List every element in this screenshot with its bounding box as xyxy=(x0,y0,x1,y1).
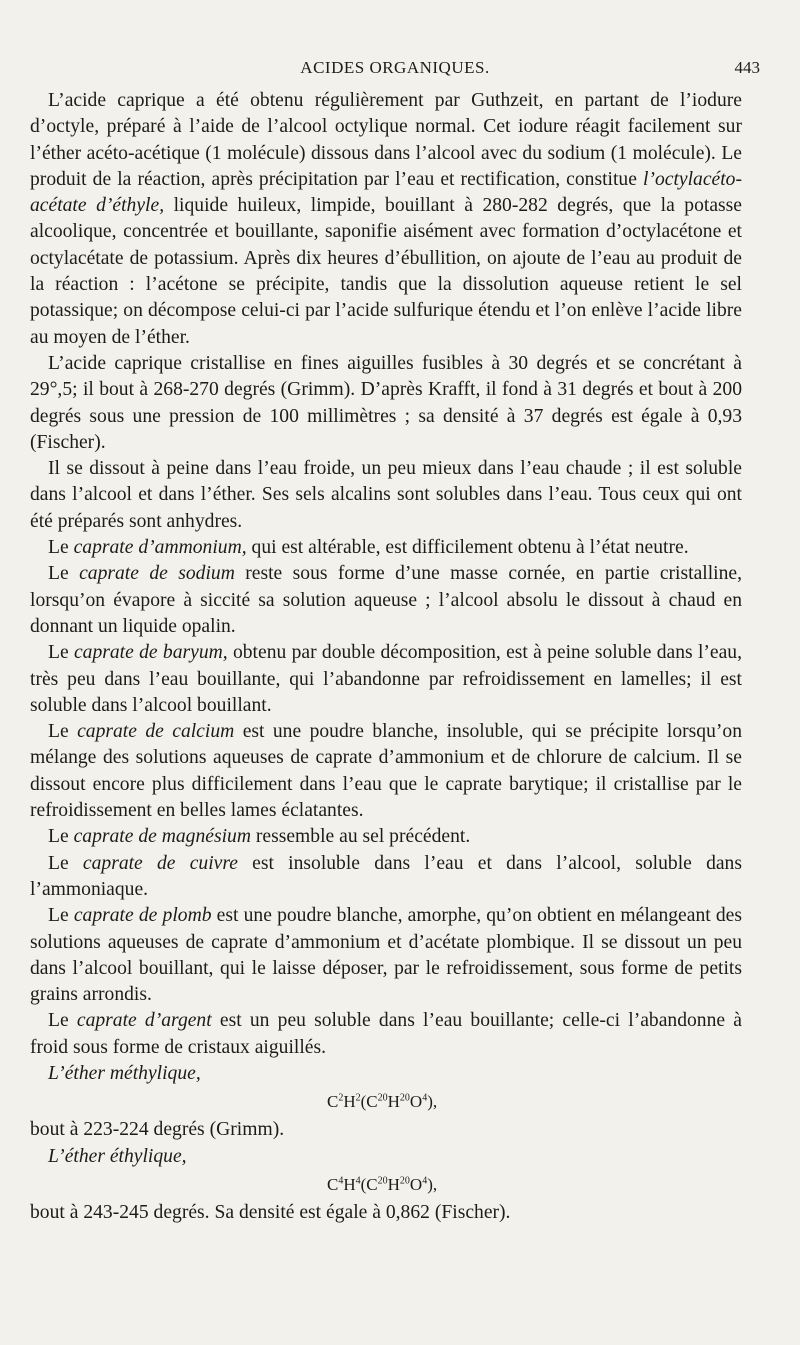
italic-term: l’octylacéto-acétate d’éthyle, xyxy=(30,168,742,217)
text-run: Le xyxy=(48,852,83,874)
paragraph xyxy=(30,851,742,904)
formula-part: O xyxy=(409,1092,423,1112)
text-run: est un peu soluble dans l’eau bouillante; celle-ci l’abandonne à froid sous forme de cristaux aiguillés. xyxy=(30,1010,742,1058)
main-text xyxy=(30,88,742,1226)
text-run: Le xyxy=(48,1010,77,1032)
text-run: est insoluble dans l’eau et dans l’alcool, soluble dans l’ammoniaque. xyxy=(30,852,742,900)
formula-index: 2 xyxy=(338,1092,344,1104)
paragraph xyxy=(30,535,742,561)
italic-term: caprate de cuivre xyxy=(82,852,238,874)
text-run: Le xyxy=(48,563,80,585)
formula-index: 4 xyxy=(355,1175,361,1187)
ethyl-ether-boiling: bout à 243-245 degrés. Sa densité est égale à 0,862 (Fischer). xyxy=(30,1201,511,1223)
italic-term: caprate de plomb xyxy=(73,905,212,927)
paragraph xyxy=(30,1008,742,1061)
methyl-ether-formula xyxy=(30,1087,742,1117)
italic-term: caprate d’argent xyxy=(76,1010,212,1032)
italic-term: L’éther méthylique, xyxy=(48,1062,201,1084)
formula-index: 4 xyxy=(422,1175,428,1187)
formula-index: 20 xyxy=(399,1092,410,1104)
formula-index: 20 xyxy=(377,1175,388,1187)
text-run: obtenu par double décomposition, est à peine soluble dans l’eau, très peu dans l’eau bouillante, qui l’abandonne par refroidissement en lamelles; il est soluble dans l’alcool bouillant. xyxy=(30,642,742,716)
formula-part: O xyxy=(409,1174,423,1194)
italic-term: caprate de magnésium xyxy=(73,826,251,848)
formula-part: H xyxy=(343,1092,356,1112)
text-run: Le xyxy=(48,826,74,848)
paragraph xyxy=(30,88,742,351)
text-run: Le xyxy=(48,721,78,743)
text-run: liquide huileux, limpide, bouillant à 280-282 degrés, que la potasse alcoolique, concentrée et bouillante, saponifie aisément avec formation d’octylacétone et octylacétate de potassium. Après dix heures d’ébullition, on ajoute de l’eau au produit de la réaction : l’acétone se précipite, tandis que la dissolution aqueuse retient le sel potassique; on décompose celui-ci par l’acide sulfurique étendu et l’on enlève l’acide libre au moyen de l’éther. xyxy=(30,195,742,348)
paragraph: L’acide caprique cristallise en fines aiguilles fusibles à 30 degrés et se concrétant à 29°,5; il bout à 268-270 degrés (Grimm). D’après Krafft, il fond à 31 degrés et bout à 200 degrés sous une pression de 100 millimètres ; sa densité à 37 degrés est égale à 0,93 (Fischer). xyxy=(30,352,742,453)
paragraph xyxy=(30,561,742,640)
ethyl-ether-label xyxy=(30,1144,742,1170)
italic-term: caprate d’ammonium, xyxy=(73,537,247,559)
text-run: ressemble au sel précédent. xyxy=(250,826,471,848)
paragraph xyxy=(30,903,742,1008)
ethyl-ether-formula xyxy=(30,1170,742,1200)
formula-part: ), xyxy=(427,1174,438,1194)
text-run: reste sous forme d’une masse cornée, en partie cristalline, lorsqu’on évapore à siccité sa solution aqueuse ; l’alcool absolu le dissout à chaud en donnant un liquide opalin. xyxy=(30,563,742,637)
paragraph: Il se dissout à peine dans l’eau froide, un peu mieux dans l’eau chaude ; il est soluble dans l’alcool et dans l’éther. Ses sels alcalins sont solubles dans l’eau. Tous ceux qui ont été préparés sont anhydres. xyxy=(30,458,742,532)
formula-part: C xyxy=(327,1092,339,1112)
formula-index: 4 xyxy=(422,1092,428,1104)
formula-part: H xyxy=(387,1174,400,1194)
formula-part: (C xyxy=(360,1174,378,1194)
formula-part: C xyxy=(327,1174,339,1194)
formula-index: 4 xyxy=(338,1175,344,1187)
formula-part: H xyxy=(343,1174,356,1194)
methyl-ether-label xyxy=(30,1061,742,1087)
formula-part: (C xyxy=(360,1092,378,1112)
formula-index: 20 xyxy=(399,1175,410,1187)
paragraph xyxy=(30,640,742,719)
text-run: Le xyxy=(48,537,74,559)
italic-term: caprate de baryum, xyxy=(73,642,228,664)
text-run: Le xyxy=(48,905,74,927)
text-run: est une poudre blanche, amorphe, qu’on obtient en mélangeant des solutions aqueuses de caprate d’ammonium et d’acétate plombique. Il se dissout un peu dans l’alcool bouillant, qui le laisse déposer, par le refroidissement, sous forme de petits grains arrondis. xyxy=(30,905,742,1006)
paragraph xyxy=(30,719,742,824)
italic-term: caprate de sodium xyxy=(79,563,235,585)
methyl-ether-boiling: bout à 223-224 degrés (Grimm). xyxy=(30,1119,285,1141)
text-run: qui est altérable, est difficilement obtenu à l’état neutre. xyxy=(246,537,689,559)
page-number: 443 xyxy=(734,58,760,77)
paragraph xyxy=(30,824,742,850)
formula-index: 20 xyxy=(377,1092,388,1104)
text-run: est une poudre blanche, insoluble, qui se précipite lorsqu’on mélange des solutions aqueuses de caprate d’ammonium et de chlorure de calcium. Il se dissout encore plus difficilement dans l’eau que le caprate barytique; il cristallise par le refroidissement en belles lames éclatantes. xyxy=(30,721,742,822)
text-run: L’acide caprique a été obtenu régulièrement par Guthzeit, en partant de l’iodure d’octyle, préparé à l’aide de l’alcool octylique normal. Cet iodure réagit facilement sur l’éther acéto-acétique (1 molécule) dissous dans l’alcool avec du sodium (1 molécule). Le produit de la réaction, après précipitation par l’eau et rectification, constitue xyxy=(30,90,742,190)
text-run: Le xyxy=(48,642,74,664)
formula-part: H xyxy=(387,1092,400,1112)
running-header xyxy=(30,58,760,86)
running-title: ACIDES ORGANIQUES. xyxy=(300,58,490,77)
italic-term: L’éther éthylique, xyxy=(48,1145,187,1167)
formula-index: 2 xyxy=(355,1092,361,1104)
formula-part: ), xyxy=(427,1092,438,1112)
italic-term: caprate de calcium xyxy=(77,721,235,743)
